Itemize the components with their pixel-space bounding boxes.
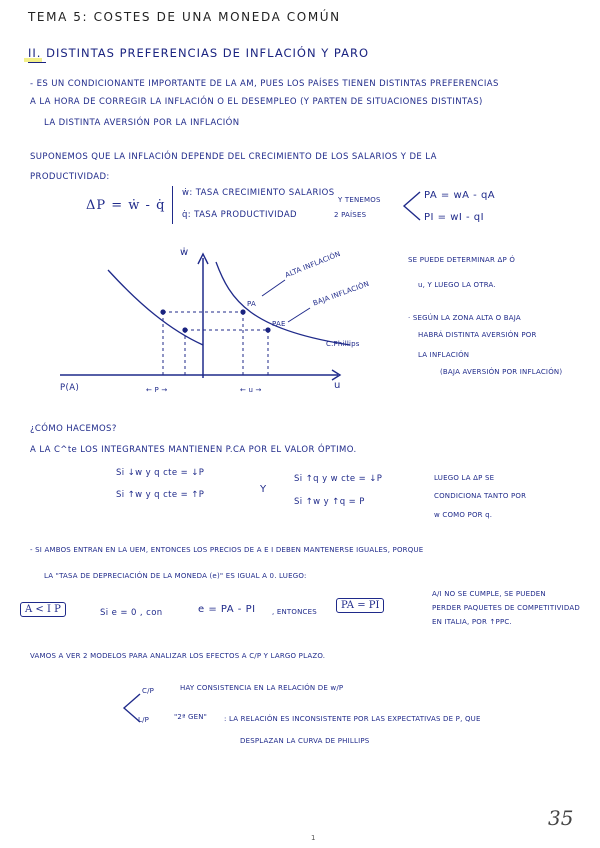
then-label: , ENTONCES: [272, 608, 317, 616]
u-range-arrow: ← u →: [240, 386, 262, 394]
point-right-low: [265, 327, 270, 332]
phillips-label: C.Phillips: [326, 340, 360, 348]
long-term-desc-2: DESPLAZAN LA CURVA DE PHILLIPS: [240, 737, 370, 745]
union-line-1: - SI AMBOS ENTRAN EN LA UEM, ENTONCES LOS PRECIOS DE A E I DEBEN MANTENERSE IGUALES, PORQUE: [30, 546, 424, 554]
point-left-low: [182, 327, 187, 332]
inflation-formula: ΔP = ẇ - q̇: [86, 198, 166, 213]
question-line: A LA C^te LOS INTEGRANTES MANTIENEN P.CA POR EL VALOR ÓPTIMO.: [30, 445, 357, 455]
assumption-line-1: SUPONEMOS QUE LA INFLACIÓN DEPENDE DEL CRECIMIENTO DE LOS SALARIOS Y DE LA: [30, 152, 437, 162]
p-range-arrow: ← P →: [146, 386, 168, 394]
assumption-line-2: PRODUCTIVIDAD:: [30, 172, 110, 182]
page-number: 35: [548, 806, 574, 830]
models-intro: VAMOS A VER 2 MODELOS PARA ANALIZAR LOS EFECTOS A C/P Y LARGO PLAZO.: [30, 652, 326, 660]
left-axis-label: P(A): [60, 383, 80, 393]
depreciation-formula: e = PA - PI: [198, 604, 256, 615]
condition-left-2: Si ↑w y q cte = ↑P: [116, 490, 205, 500]
long-term-desc: : LA RELACIÓN ES INCONSISTENTE POR LAS EXPECTATIVAS DE P, QUE: [224, 715, 481, 723]
conditions-note-2: CONDICIONA TANTO POR: [434, 492, 527, 500]
page-title: TEMA 5: COSTES DE UNA MONEDA COMÚN: [28, 10, 341, 24]
short-term-desc: HAY CONSISTENCIA EN LA RELACIÓN DE w/P: [180, 684, 344, 692]
equation-note-2: PERDER PAQUETES DE COMPETITIVIDAD: [432, 604, 580, 612]
y-axis-label: ẇ: [180, 247, 189, 258]
label-pointer-high: [262, 280, 285, 296]
side-note-1: SE PUEDE DETERMINAR ΔP Ó: [408, 256, 516, 264]
left-curve: [108, 270, 203, 345]
condition-left-1: Si ↓w y q cte = ↓P: [116, 468, 205, 478]
curve-low-label: BAJA INFLACIÓN: [312, 279, 371, 308]
side-note-6: (BAJA AVERSIÓN POR INFLACIÓN): [440, 368, 563, 376]
condition-right-1: Si ↑q y w cte = ↓P: [294, 474, 383, 484]
intro-line-2: A LA HORA DE CORREGIR LA INFLACIÓN O EL DESEMPLEO (Y PARTEN DE SITUACIONES DISTINTAS): [30, 97, 483, 107]
phillips-curve: [216, 262, 350, 345]
long-term-generation: "2ª GEN": [174, 713, 208, 721]
box-a-less-i: A < I P: [20, 602, 66, 617]
side-note-2: u, Y LUEGO LA OTRA.: [418, 281, 496, 289]
equation-note-1: A/I NO SE CUMPLE, SE PUEDEN: [432, 590, 546, 598]
condition-and: Y: [260, 484, 267, 495]
def-wage-growth: ẇ: TASA CRECIMIENTO SALARIOS: [182, 188, 335, 198]
condition-right-2: Si ↑w y ↑q = P: [294, 497, 365, 507]
equation-country-i: PI = wI - qI: [424, 212, 485, 223]
point-right-high: [240, 309, 245, 314]
intro-line-1: - ES UN CONDICIONANTE IMPORTANTE DE LA AM, PUES LOS PAÍSES TIENEN DISTINTAS PREFERENCIAS: [30, 79, 499, 89]
union-line-2: LA "TASA DE DEPRECIACIÓN DE LA MONEDA (e)" ES IGUAL A 0. LUEGO:: [44, 572, 307, 580]
def-productivity: q̇: TASA PRODUCTIVIDAD: [182, 210, 297, 220]
equation-note-3: EN ITALIA, POR ↑PPC.: [432, 618, 512, 626]
x-axis-label: u: [334, 380, 341, 391]
question-title: ¿CÓMO HACEMOS?: [30, 424, 117, 434]
box-pa-equals-pi: PA = PI: [336, 598, 384, 613]
conditions-note-1: LUEGO LA ΔP SE: [434, 474, 495, 482]
curve-high-label: ALTA INFLACIÓN: [284, 249, 342, 280]
point-a-label: PA: [247, 300, 256, 308]
conditions-note-3: w COMO POR q.: [434, 511, 493, 519]
section-heading: II. DISTINTAS PREFERENCIAS DE INFLACIÓN Y PARO: [28, 46, 370, 60]
side-note-5: LA INFLACIÓN: [418, 351, 470, 359]
long-term-label: L/P: [138, 716, 150, 724]
two-countries: 2 PAÍSES: [334, 211, 367, 219]
if-we-have: Y TENEMOS: [338, 196, 381, 204]
equation-country-a: PA = wA - qA: [424, 190, 496, 201]
intro-line-3: LA DISTINTA AVERSIÓN POR LA INFLACIÓN: [44, 118, 240, 128]
point-b-label: PAE: [272, 320, 286, 328]
side-note-3: · SEGÚN LA ZONA ALTA O BAJA: [408, 314, 521, 322]
bottom-mark: 1: [311, 834, 316, 842]
label-pointer-low: [288, 308, 310, 322]
short-term-label: C/P: [142, 687, 155, 695]
condition-e-zero: Si e = 0 , con: [100, 608, 163, 618]
side-note-4: HABRÁ DISTINTA AVERSIÓN POR: [418, 331, 537, 339]
point-left-high: [160, 309, 165, 314]
